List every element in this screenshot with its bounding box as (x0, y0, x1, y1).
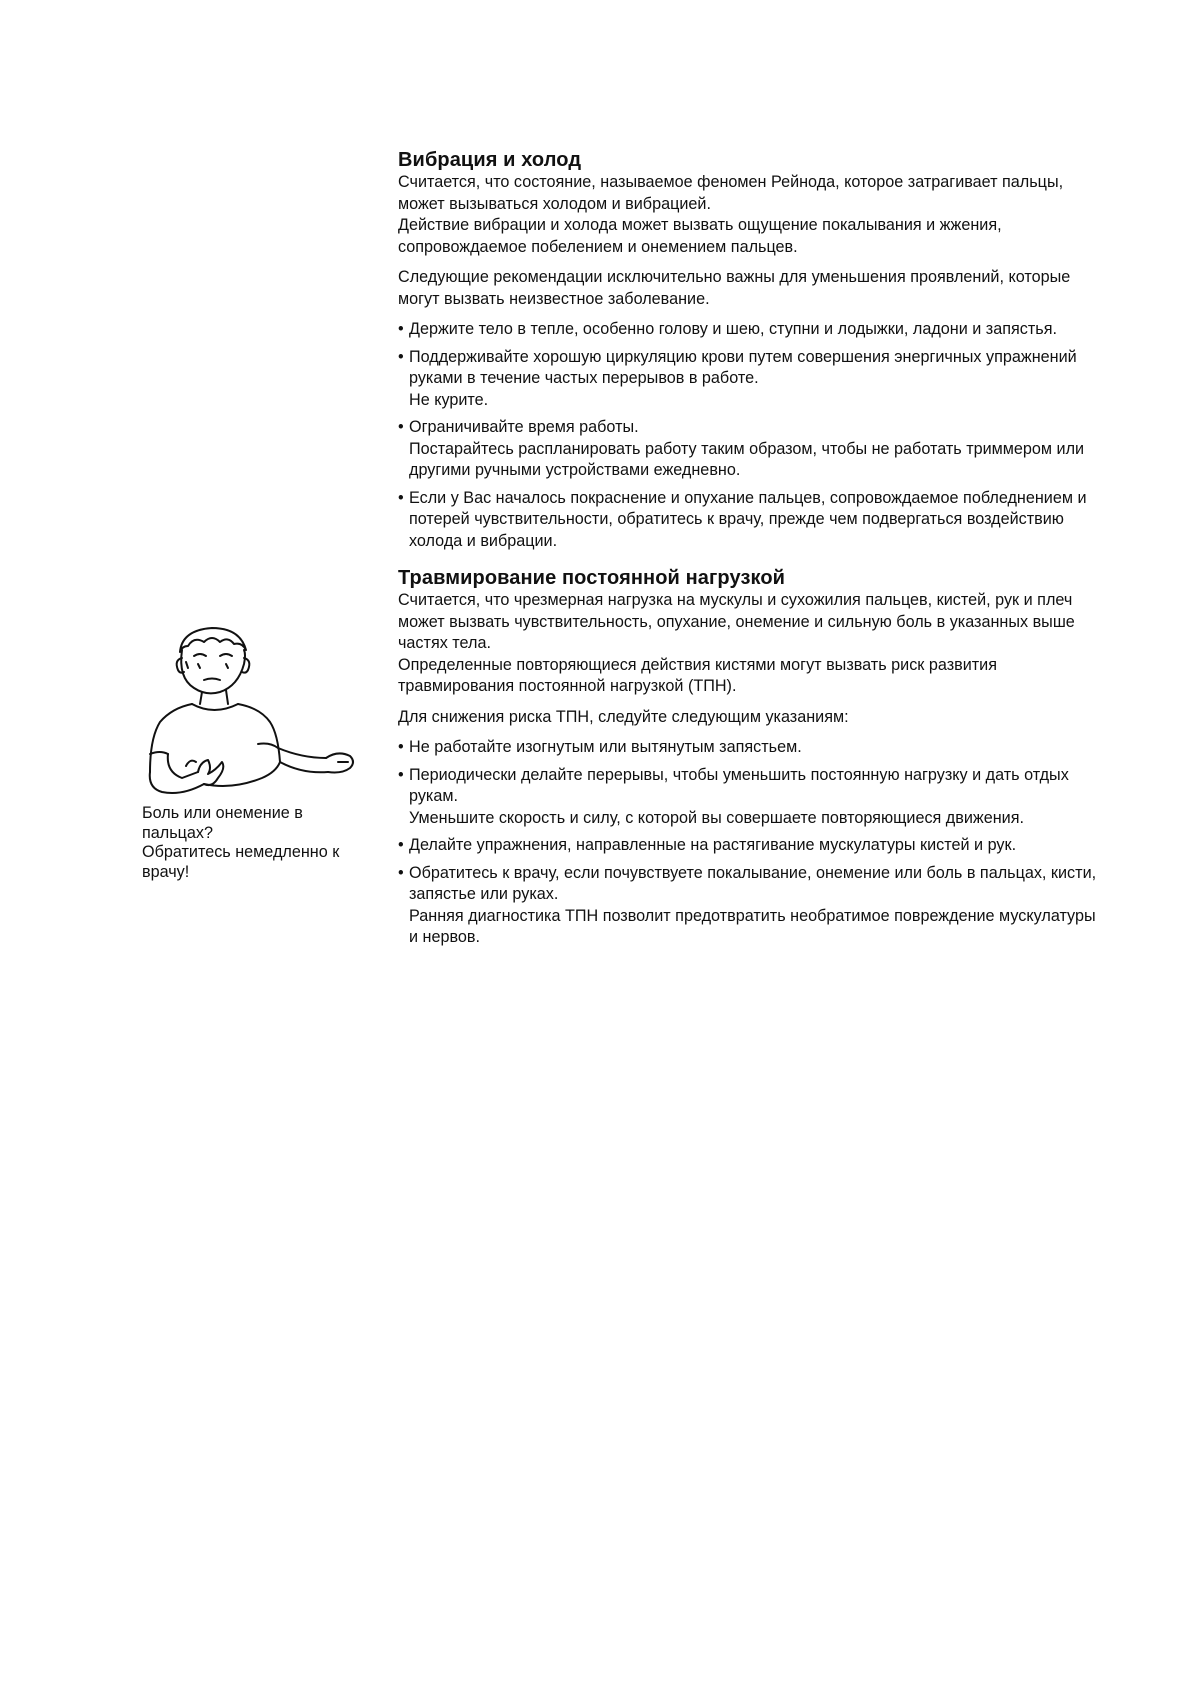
caption-advice: Обратитесь немедленно к врачу! (142, 843, 340, 881)
list-item: • Не работайте изогнутым или вытянутым запястьем. (398, 737, 1098, 759)
main-column (398, 148, 1098, 955)
paragraph: Считается, что состояние, называемое феномен Рейнода, которое затрагивает пальцы, может вызываться холодом и вибрацией. (398, 173, 1064, 213)
vibration-cold-section (398, 148, 1098, 552)
list-item: • Ограничивайте время работы. Постарайтесь распланировать работу таким образом, чтобы не работать триммером или другими ручными устройствами ежедневно. (398, 417, 1098, 482)
paragraph: Следующие рекомендации исключительно важны для уменьшения проявлений, которые могут вызвать неизвестное заболевание. (398, 268, 1071, 308)
caption-question: Боль или онемение в пальцах? (142, 804, 303, 842)
list-item: • Обратитесь к врачу, если почувствуете покалывание, онемение или боль в пальцах, кисти, запястье или руках. Ранняя диагностика ТПН позволит предотвратить необратимое повреждение мускулатуры и нервов. (398, 863, 1098, 949)
bullet-list (398, 737, 1098, 949)
section-heading: Травмирование постоянной нагрузкой (398, 567, 786, 589)
list-item: • Держите тело в тепле, особенно голову и шею, ступни и лодыжки, ладони и запястья. (398, 319, 1098, 341)
list-item: • Периодически делайте перерывы, чтобы уменьшить постоянную нагрузку и дать отдых рукам. Уменьшите скорость и силу, с которой вы совершаете повторяющиеся движения. (398, 765, 1098, 830)
list-item: • Поддерживайте хорошую циркуляцию крови путем совершения энергичных упражнений руками в течение частых перерывов в работе. Не курите. (398, 347, 1098, 412)
bullet-list (398, 319, 1098, 552)
list-item: • Делайте упражнения, направленные на растягивание мускулатуры кистей и рук. (398, 835, 1098, 857)
repetitive-strain-section (398, 566, 1098, 949)
paragraph: Для снижения риска ТПН, следуйте следующим указаниям: (398, 707, 849, 726)
paragraph: Считается, что чрезмерная нагрузка на мускулы и сухожилия пальцев, кистей, рук и плеч может вызвать чувствительность, опухание, онемение и сильную боль в указанных выше частях тела. (398, 591, 1075, 652)
illustration-caption (142, 804, 372, 882)
paragraph: Действие вибрации и холода может вызвать ощущение покалывания и жжения, сопровождаемое побелением и онемением пальцев. (398, 216, 1002, 256)
person-hand-pain-illustration (142, 622, 362, 797)
list-item: • Если у Вас началось покраснение и опухание пальцев, сопровождаемое побледнением и потерей чувствительности, обратитесь к врачу, прежде чем подвергаться воздействию холода и вибрации. (398, 488, 1098, 553)
sidebar-illustration (142, 622, 377, 802)
paragraph: Определенные повторяющиеся действия кистями могут вызвать риск развития травмирования постоянной нагрузкой (ТПН). (398, 655, 997, 695)
section-heading: Вибрация и холод (398, 149, 582, 171)
